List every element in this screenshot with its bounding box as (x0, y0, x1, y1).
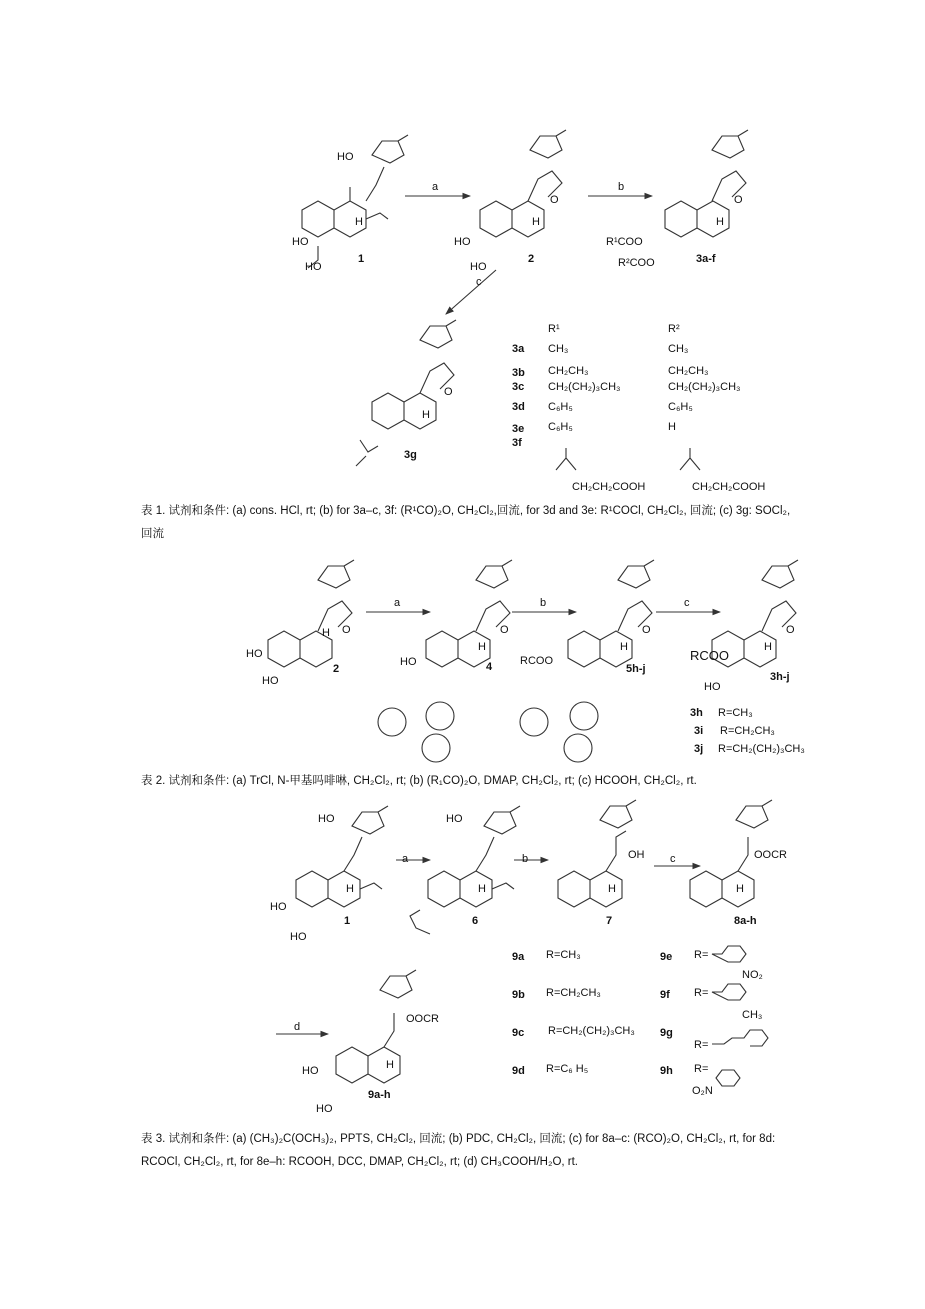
compound-label-6: 6 (472, 915, 479, 927)
svg-text:H: H (532, 216, 540, 228)
arrow-a-label: a (432, 181, 439, 193)
scheme1-compound-1 (292, 135, 408, 273)
svg-text:O: O (734, 194, 743, 206)
svg-text:3d: 3d (512, 401, 525, 413)
svg-text:O: O (342, 624, 351, 636)
svg-text:O: O (786, 624, 795, 636)
svg-text:3a: 3a (512, 343, 525, 355)
scheme1-compound-3a-f (606, 130, 748, 269)
svg-text:b: b (540, 597, 547, 609)
compound-label-9a-h: 9a-h (368, 1089, 391, 1101)
svg-text:HO: HO (400, 656, 417, 668)
svg-text:C₆H₅: C₆H₅ (548, 421, 573, 433)
svg-text:R=CH₃: R=CH₃ (718, 707, 753, 719)
scheme3-compound-6 (410, 806, 520, 934)
svg-text:CH₂CH₃: CH₂CH₃ (668, 365, 709, 377)
svg-text:9h: 9h (660, 1065, 673, 1077)
arrow-c (446, 270, 496, 314)
scheme2-compound-4 (378, 560, 512, 762)
svg-text:R=CH₂CH₃: R=CH₂CH₃ (720, 725, 775, 737)
svg-text:c: c (684, 597, 690, 609)
svg-text:R=: R= (694, 1063, 709, 1075)
scheme3-compound-9a-h (302, 970, 439, 1115)
svg-text:H: H (478, 883, 486, 895)
svg-text:HO: HO (446, 813, 463, 825)
compound-label-4: 4 (486, 661, 493, 673)
svg-text:a: a (394, 597, 401, 609)
svg-text:HO: HO (704, 681, 721, 693)
hydroxyl-label: HO (337, 151, 354, 163)
scheme2-compound-2 (246, 560, 354, 687)
scheme3-compound-1 (270, 806, 388, 943)
svg-text:H: H (355, 216, 363, 228)
svg-text:HO: HO (302, 1065, 319, 1077)
compound-label-2: 2 (528, 253, 535, 265)
svg-text:9f: 9f (660, 989, 670, 1001)
svg-text:C₆H₅: C₆H₅ (668, 401, 693, 413)
compound-label-7: 7 (606, 915, 613, 927)
svg-text:RCOO: RCOO (690, 648, 729, 663)
scheme1-substituent-table (512, 323, 765, 493)
svg-text:R²COO: R²COO (618, 257, 655, 269)
svg-text:R=CH₃: R=CH₃ (546, 949, 581, 961)
svg-text:CH₂(CH₂)₃CH₃: CH₂(CH₂)₃CH₃ (548, 381, 621, 393)
compound-label-3h-j: 3h-j (770, 671, 790, 683)
svg-text:CH₃: CH₃ (668, 343, 689, 355)
svg-text:R=: R= (694, 987, 709, 999)
svg-text:a: a (402, 853, 409, 865)
svg-text:H: H (478, 641, 486, 653)
svg-text:RCOO: RCOO (520, 655, 553, 667)
svg-text:R=CH₂(CH₂)₃CH₃: R=CH₂(CH₂)₃CH₃ (718, 743, 805, 755)
arrow-b-label: b (618, 181, 625, 193)
scheme1-compound-2 (454, 130, 566, 273)
scheme3-compound-7 (558, 800, 645, 927)
svg-text:HO: HO (292, 236, 309, 248)
svg-text:O₂N: O₂N (692, 1085, 713, 1097)
svg-text:CH₂CH₂COOH: CH₂CH₂COOH (572, 481, 646, 493)
scheme2-compound-5h-j (520, 560, 654, 762)
svg-text:H: H (422, 409, 430, 421)
svg-text:R=CH₂(CH₂)₃CH₃: R=CH₂(CH₂)₃CH₃ (548, 1025, 635, 1037)
svg-text:9a: 9a (512, 951, 525, 963)
svg-text:CH₂(CH₂)₃CH₃: CH₂(CH₂)₃CH₃ (668, 381, 741, 393)
svg-text:3c: 3c (512, 381, 525, 393)
svg-text:3f: 3f (512, 437, 522, 449)
svg-text:HO: HO (262, 675, 279, 687)
scheme1-caption: 表 1. 试剂和条件: (a) cons. HCl, rt; (b) for 3a–c, 3f: (R¹CO)₂O, CH₂Cl₂,回流, for 3d and 3e: R¹COCl, CH₂Cl₂, 回流; (c) 3g: SOCl₂, 回流 (141, 505, 791, 540)
svg-text:CH₂CH₃: CH₂CH₃ (548, 365, 589, 377)
svg-text:3j: 3j (694, 743, 704, 755)
svg-text:d: d (294, 1021, 301, 1033)
svg-text:O: O (500, 624, 509, 636)
svg-text:O: O (550, 194, 559, 206)
svg-text:H: H (322, 627, 330, 639)
compound-label-3g: 3g (404, 449, 417, 461)
svg-text:9e: 9e (660, 951, 673, 963)
table-head-r1: R¹ (548, 323, 560, 335)
compound-label-8a-h: 8a-h (734, 915, 757, 927)
svg-text:9b: 9b (512, 989, 525, 1001)
svg-text:H: H (736, 883, 744, 895)
svg-text:9d: 9d (512, 1065, 525, 1077)
svg-text:3i: 3i (694, 725, 704, 737)
svg-text:CH₃: CH₃ (742, 1009, 763, 1021)
svg-text:H: H (764, 641, 772, 653)
svg-text:NO₂: NO₂ (742, 969, 763, 981)
table-head-r2: R² (668, 323, 680, 335)
svg-text:9g: 9g (660, 1027, 673, 1039)
scheme1-compound-3g (356, 320, 456, 466)
scheme2-caption: 表 2. 试剂和条件: (a) TrCl, N-甲基吗啡啉, CH₂Cl₂, rt; (b) (R₁CO)₂O, DMAP, CH₂Cl₂, rt; (c) HCOOH, CH₂Cl₂, rt. (141, 775, 697, 787)
svg-text:H: H (620, 641, 628, 653)
arrow-c-label: c (476, 276, 482, 288)
scheme2-compound-3h-j (690, 560, 805, 755)
compound-label-1b: 1 (344, 915, 351, 927)
compound-label-1: 1 (358, 253, 365, 265)
svg-text:3b: 3b (512, 367, 525, 379)
svg-text:H: H (386, 1059, 394, 1071)
svg-text:H: H (668, 421, 676, 433)
svg-text:OOCR: OOCR (406, 1013, 439, 1025)
svg-text:HO: HO (316, 1103, 333, 1115)
svg-text:R=CH₂CH₃: R=CH₂CH₃ (546, 987, 601, 999)
svg-text:HO: HO (454, 236, 471, 248)
svg-text:R=: R= (694, 1039, 709, 1051)
svg-text:HO: HO (305, 261, 322, 273)
svg-text:c: c (670, 853, 676, 865)
compound-label-3a-f: 3a-f (696, 253, 716, 265)
svg-text:b: b (522, 853, 529, 865)
svg-text:R=: R= (694, 949, 709, 961)
compound-label-5h-j: 5h-j (626, 663, 646, 675)
svg-text:HO: HO (318, 813, 335, 825)
svg-text:3e: 3e (512, 423, 525, 435)
svg-text:OH: OH (628, 849, 645, 861)
scheme3-caption: 表 3. 试剂和条件: (a) (CH₃)₂C(OCH₃)₂, PPTS, CH₂Cl₂, 回流; (b) PDC, CH₂Cl₂, 回流; (c) for 8a–c: (RCO)₂O, CH₂Cl₂, rt, for 8d: RCOCl, CH₂Cl₂, rt, for 8e–h: RCOOH, DCC, DMAP, CH₂Cl₂, rt; (d) CH₃COOH/H₂O, rt. (141, 1133, 776, 1168)
svg-text:R¹COO: R¹COO (606, 236, 643, 248)
svg-text:9c: 9c (512, 1027, 525, 1039)
svg-text:CH₂CH₂COOH: CH₂CH₂COOH (692, 481, 766, 493)
scheme3-substituent-table (512, 946, 768, 1097)
svg-text:C₆H₅: C₆H₅ (548, 401, 573, 413)
compound-label-2b: 2 (333, 663, 340, 675)
svg-text:CH₃: CH₃ (548, 343, 569, 355)
svg-text:HO: HO (270, 901, 287, 913)
svg-text:3h: 3h (690, 707, 703, 719)
svg-text:HO: HO (290, 931, 307, 943)
svg-text:H: H (608, 883, 616, 895)
svg-text:H: H (346, 883, 354, 895)
svg-text:OOCR: OOCR (754, 849, 787, 861)
svg-text:HO: HO (246, 648, 263, 660)
svg-text:O: O (444, 386, 453, 398)
svg-text:H: H (716, 216, 724, 228)
svg-text:R=C₆ H₅: R=C₆ H₅ (546, 1063, 589, 1075)
scheme3-compound-8a-h (690, 800, 787, 927)
svg-text:O: O (642, 624, 651, 636)
svg-text:HO: HO (470, 261, 487, 273)
